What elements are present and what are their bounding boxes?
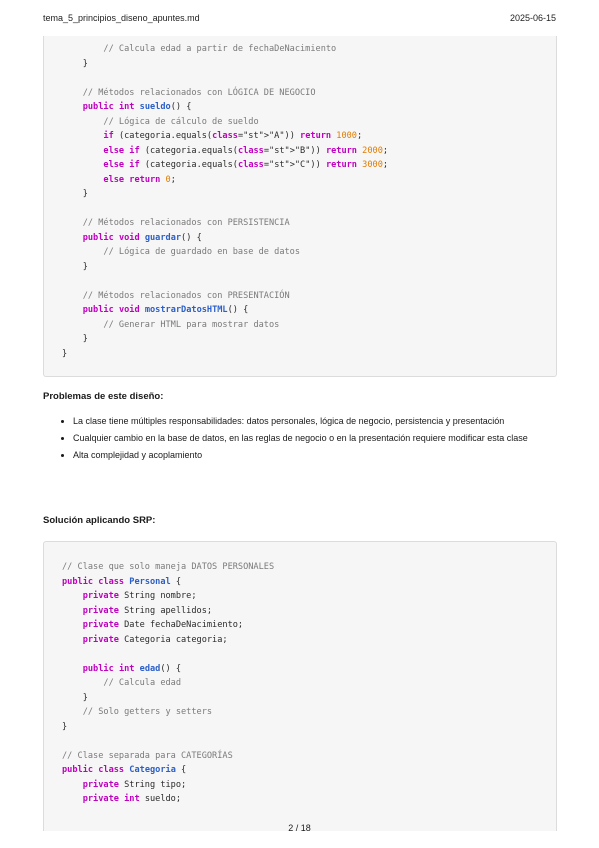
list-item: • Cualquier cambio en la base de datos, en las reglas de negocio o en la presentación requiere modificar esta clase bbox=[73, 430, 585, 447]
list-item: • Alta complejidad y acoplamiento bbox=[73, 447, 585, 464]
solution-heading: Solución aplicando SRP: bbox=[43, 515, 156, 526]
document-date: 2025-06-15 bbox=[509, 13, 556, 23]
list-item: • La clase tiene múltiples responsabilidades: datos personales, lógica de negocio, persistencia y presentación bbox=[73, 413, 585, 430]
code-listing: // Clase que solo maneja DATOS PERSONALES public class Personal { private String nombre; private String apellidos; private Date fechaDeNacimiento; private Categoria categoria; public int edad() { // Calcula edad } // Solo getters y setters } // Clase separada para CATEGORÍAS public class Categoria { private String tipo; private int sueldo; bbox=[62, 562, 275, 804]
code-block-srp-solution bbox=[43, 541, 557, 831]
page-header bbox=[43, 13, 556, 23]
problems-list bbox=[43, 413, 585, 463]
page-number: 2 / 18 bbox=[288, 823, 311, 833]
code-block-original-class bbox=[43, 36, 557, 377]
document-filename: tema_5_principios_diseno_apuntes.md bbox=[43, 13, 200, 23]
code-listing: // Calcula edad a partir de fechaDeNacimiento } // Métodos relacionados con LÓGICA DE NEGOCIO public int sueldo() { // Lógica de cálculo de sueldo if (categoria.equals(class="st">"A")) return 1000; else if (categoria.equals(class="st">"B")) return 2000; else if (categoria.equals(class="st">"C")) return 3000; else return 0; } // Métodos relacionados con PERSISTENCIA public void guardar() { // Lógica de guardado en base de datos } // Métodos relacionados con PRESENTACIÓN public void mostrarDatosHTML() { // Generar HTML para mostrar datos } } bbox=[62, 44, 389, 359]
problems-heading: Problemas de este diseño: bbox=[43, 391, 164, 402]
